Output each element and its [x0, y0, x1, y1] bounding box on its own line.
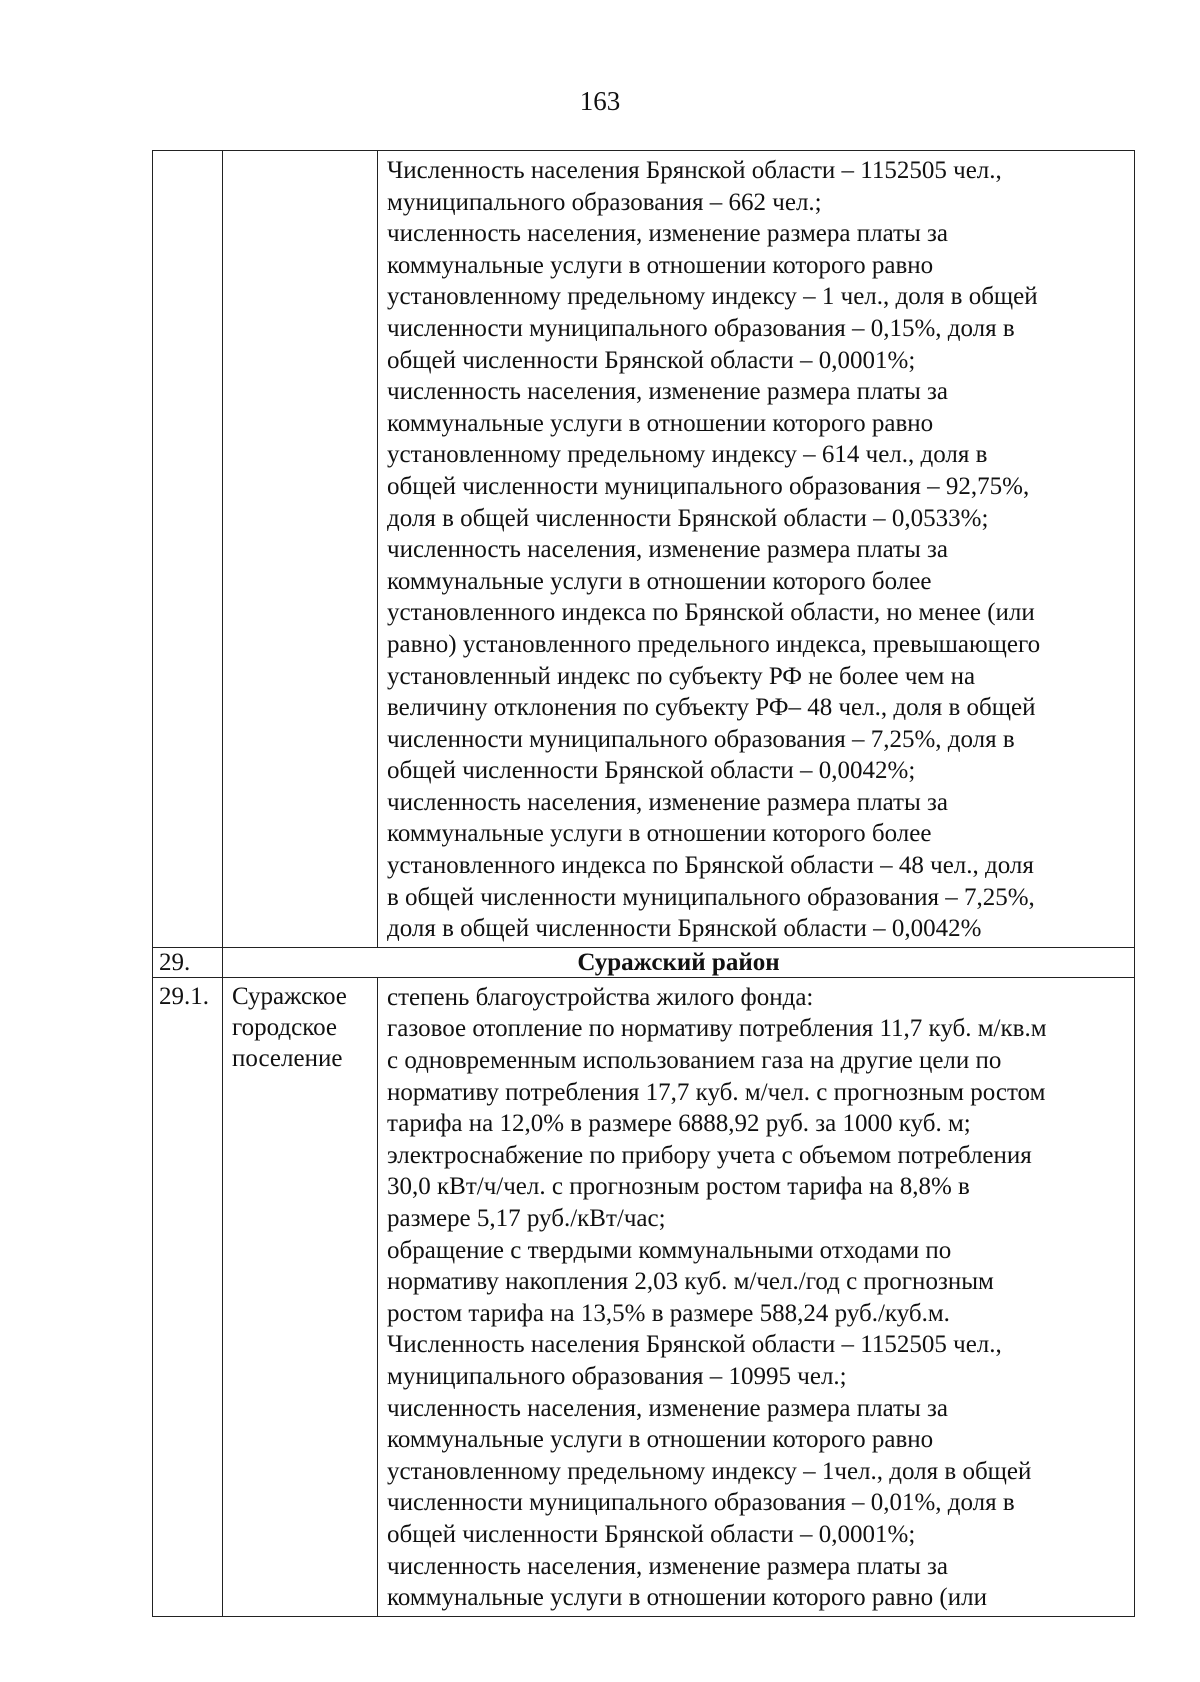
text-line: коммунальные услуги в отношении которого равно: [387, 251, 934, 279]
text-line: доля в общей численности Брянской области – 0,0533%;: [387, 504, 989, 532]
text-line: численность населения, изменение размера платы за: [387, 1394, 948, 1422]
text-line: установленного индекса по Брянской области, но менее (или: [387, 599, 1035, 627]
text-line: в общей численности муниципального образования – 7,25%,: [387, 883, 1035, 911]
text-line: Численность населения Брянской области – 1152505 чел.,: [387, 1331, 1002, 1359]
district-name-cell: [223, 947, 1135, 977]
text-line: численности муниципального образования – 7,25%, доля в: [387, 725, 1015, 753]
row-number-cell: 29.1.: [153, 977, 223, 1616]
text-line: общей численности муниципального образования – 92,75%,: [387, 472, 1030, 500]
text-line: численность населения, изменение размера платы за: [387, 1552, 948, 1580]
text-line: коммунальные услуги в отношении которого более: [387, 820, 932, 848]
description-text: [378, 978, 1134, 1616]
settlement-cell: [223, 977, 378, 1616]
text-line: обращение с твердыми коммунальными отходами по: [387, 1236, 952, 1264]
text-line: степень благоустройства жилого фонда:: [387, 983, 814, 1011]
text-line: электроснабжение по прибору учета с объемом потребления: [387, 1141, 1032, 1169]
text-line: газовое отопление по нормативу потребления 11,7 куб. м/кв.м: [387, 1015, 1047, 1043]
text-line: тарифа на 12,0% в размере 6888,92 руб. за 1000 куб. м;: [387, 1110, 971, 1138]
text-line: численности муниципального образования – 0,01%, доля в: [387, 1489, 1015, 1517]
settlement-cell: [223, 151, 378, 948]
text-line: муниципального образования – 662 чел.;: [387, 188, 822, 216]
text-line: общей численности Брянской области – 0,0042%;: [387, 757, 916, 785]
text-line: численность населения, изменение размера платы за: [387, 788, 948, 816]
description-cell: [378, 151, 1135, 948]
page-number: 163: [579, 86, 621, 116]
district-number-cell: 29.: [153, 947, 223, 977]
text-line: общей численности Брянской области – 0,0001%;: [387, 346, 916, 374]
text-line: установленному предельному индексу – 1 чел., доля в общей: [387, 283, 1038, 311]
text-line: муниципального образования – 10995 чел.;: [387, 1362, 847, 1390]
text-line: с одновременным использованием газа на другие цели по: [387, 1047, 1002, 1075]
settlement-line: городское: [232, 1013, 338, 1041]
text-line: коммунальные услуги в отношении которого более: [387, 567, 932, 595]
text-line: общей численности Брянской области – 0,0001%;: [387, 1520, 916, 1548]
text-line: нормативу накопления 2,03 куб. м/чел./год с прогнозным: [387, 1268, 994, 1296]
text-line: установленному предельному индексу – 614 чел., доля в: [387, 441, 988, 469]
district-name: Суражский район: [577, 948, 780, 976]
text-line: Численность населения Брянской области – 1152505 чел.,: [387, 157, 1002, 184]
text-line: равно) установленного предельного индекса, превышающего: [387, 630, 1041, 658]
text-line: установленного индекса по Брянской области – 48 чел., доля: [387, 852, 1034, 880]
description-cell: [378, 977, 1135, 1616]
text-line: коммунальные услуги в отношении которого равно: [387, 409, 934, 437]
text-line: численности муниципального образования – 0,15%, доля в: [387, 314, 1015, 342]
text-line: установленный индекс по субъекту РФ не более чем на: [387, 662, 976, 690]
text-line: величину отклонения по субъекту РФ– 48 чел., доля в общей: [387, 694, 1036, 722]
text-line: размере 5,17 руб./кВт/час;: [387, 1205, 666, 1232]
text-line: нормативу потребления 17,7 куб. м/чел. с прогнозным ростом: [387, 1078, 1046, 1106]
settlement-line: Суражское: [232, 982, 347, 1010]
document-table: [152, 150, 1135, 1617]
table-row: [153, 151, 1135, 948]
text-line: коммунальные услуги в отношении которого равно (или: [387, 1584, 987, 1612]
text-line: численность населения, изменение размера платы за: [387, 536, 948, 564]
text-line: установленному предельному индексу – 1чел., доля в общей: [387, 1457, 1032, 1485]
settlement-line: поселение: [232, 1044, 343, 1072]
text-line: 30,0 кВт/ч/чел. с прогнозным ростом тарифа на 8,8% в: [387, 1173, 970, 1201]
text-line: коммунальные услуги в отношении которого равно: [387, 1426, 934, 1454]
text-line: численность населения, изменение размера платы за: [387, 220, 948, 248]
text-line: ростом тарифа на 13,5% в размере 588,24 руб./куб.м.: [387, 1299, 950, 1327]
row-number-cell: [153, 151, 223, 948]
text-line: численность населения, изменение размера платы за: [387, 378, 948, 406]
description-text: [378, 151, 1134, 947]
text-line: доля в общей численности Брянской области – 0,0042%: [387, 915, 982, 943]
settlement-name: [223, 978, 377, 1074]
table-row: [153, 977, 1135, 1616]
district-row: [153, 947, 1135, 977]
